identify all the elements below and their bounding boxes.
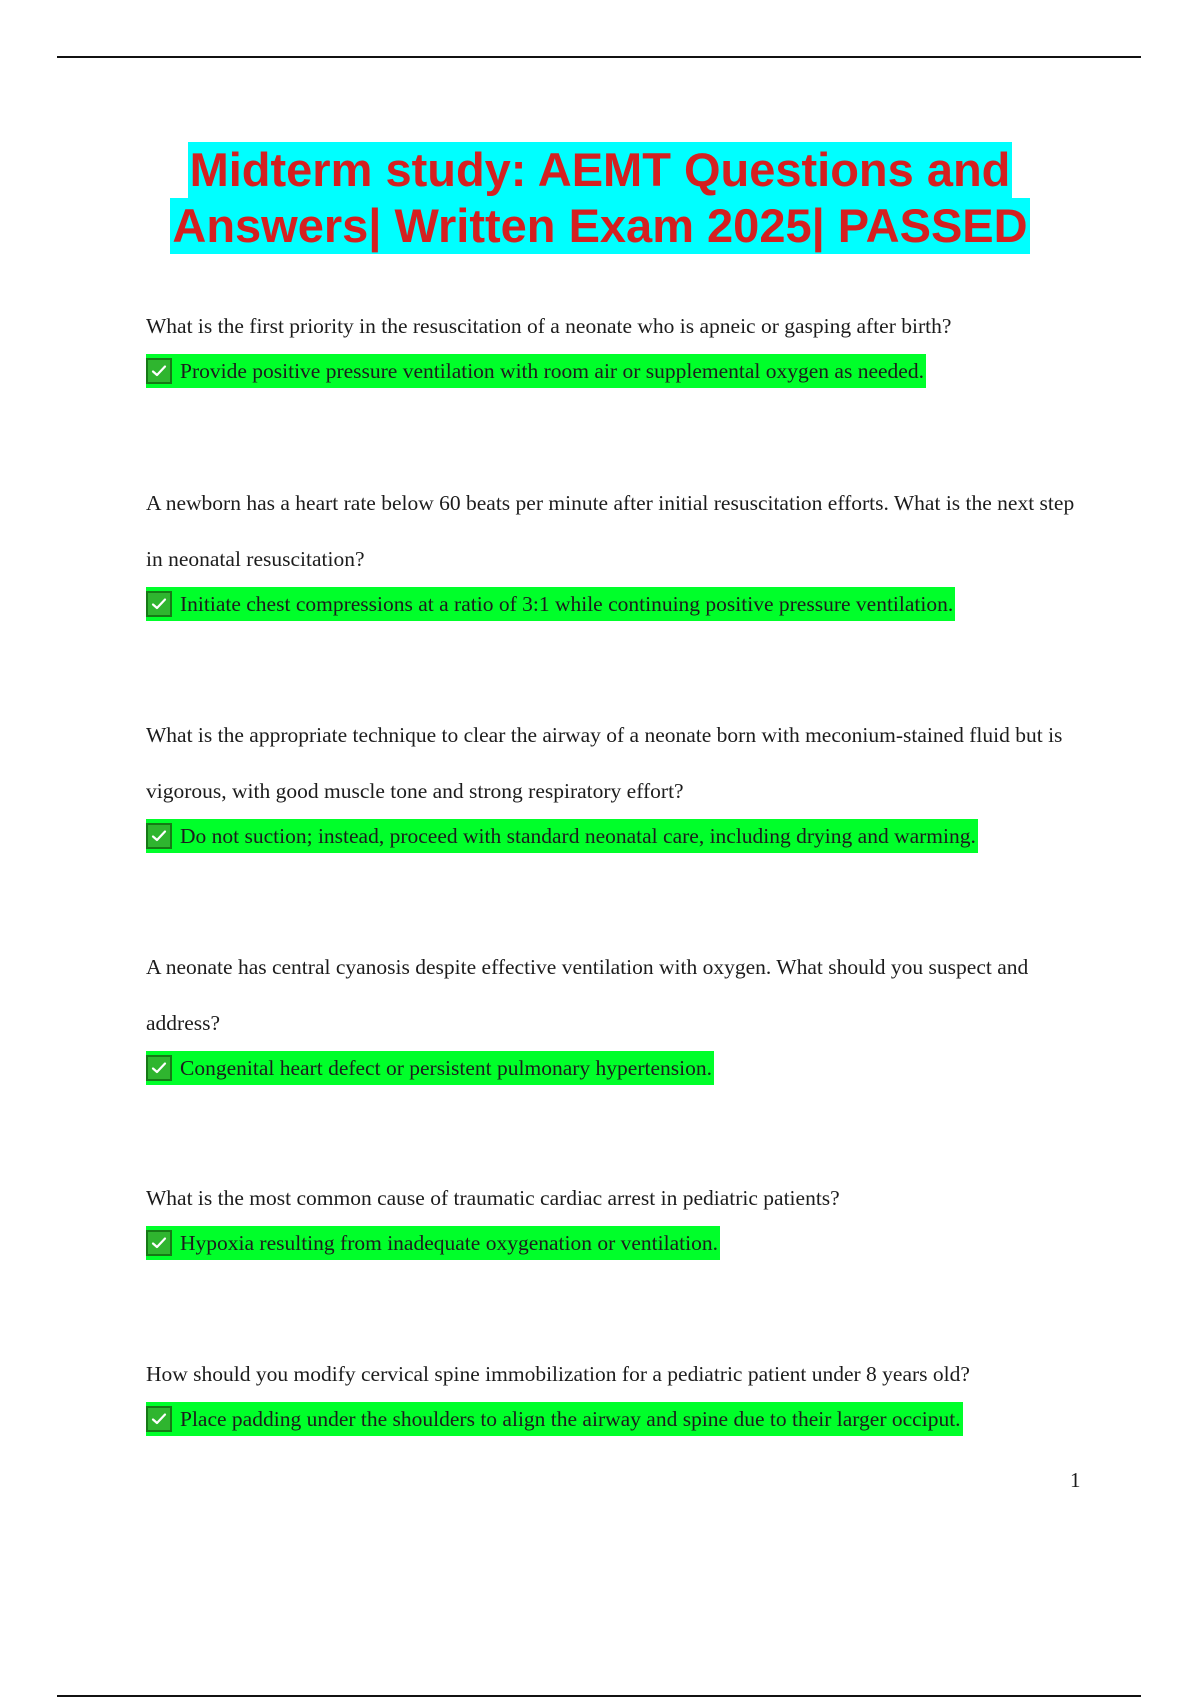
check-box-icon: [146, 358, 172, 384]
answer-highlight: [146, 1402, 963, 1436]
qa-item: [146, 298, 1096, 389]
question-text: What is the most common cause of traumatic cardiac arrest in pediatric patients?: [146, 1186, 840, 1210]
answer-highlight: [146, 819, 978, 853]
qa-item: [146, 707, 1096, 854]
qa-item: [146, 1170, 1096, 1261]
answer-text: Provide positive pressure ventilation with room air or supplemental oxygen as needed.: [180, 358, 924, 383]
check-box-icon: [146, 1230, 172, 1256]
qa-item: [146, 475, 1096, 622]
answer-highlight: [146, 1226, 720, 1260]
question-text: How should you modify cervical spine immobilization for a pediatric patient under 8 years old?: [146, 1362, 970, 1386]
answer-text: Initiate chest compressions at a ratio of 3:1 while continuing positive pressure ventilation.: [180, 591, 954, 616]
qa-item: [146, 1346, 1096, 1437]
answer-text: Place padding under the shoulders to align the airway and spine due to their larger occiput.: [180, 1406, 961, 1431]
question-text: What is the appropriate technique to clear the airway of a neonate born with meconium-stained fluid but is vigorous, with good muscle tone and strong respiratory effort?: [146, 723, 1063, 803]
page-number: 1: [1070, 1468, 1081, 1492]
answer-text: Do not suction; instead, proceed with standard neonatal care, including drying and warming.: [180, 823, 976, 848]
title-line-2: Answers| Written Exam 2025| PASSED: [172, 199, 1028, 252]
check-box-icon: [146, 591, 172, 617]
title-line-1: Midterm study: AEMT Questions and: [189, 143, 1011, 196]
document-title: [0, 142, 1200, 254]
question-text: What is the first priority in the resuscitation of a neonate who is apneic or gasping after birth?: [146, 314, 952, 338]
qa-item: [146, 939, 1096, 1086]
answer-text: Congenital heart defect or persistent pulmonary hypertension.: [180, 1055, 712, 1080]
bottom-rule: [57, 1695, 1141, 1697]
answer-text: Hypoxia resulting from inadequate oxygenation or ventilation.: [180, 1230, 718, 1255]
check-box-icon: [146, 1055, 172, 1081]
question-text: A newborn has a heart rate below 60 beats per minute after initial resuscitation efforts. What is the next step in neonatal resuscitation?: [146, 491, 1075, 571]
check-box-icon: [146, 1406, 172, 1432]
answer-highlight: [146, 354, 926, 388]
question-text: A neonate has central cyanosis despite effective ventilation with oxygen. What should you suspect and address?: [146, 955, 1029, 1035]
answer-highlight: [146, 587, 955, 621]
top-rule: [57, 56, 1141, 58]
answer-highlight: [146, 1051, 714, 1085]
check-box-icon: [146, 823, 172, 849]
